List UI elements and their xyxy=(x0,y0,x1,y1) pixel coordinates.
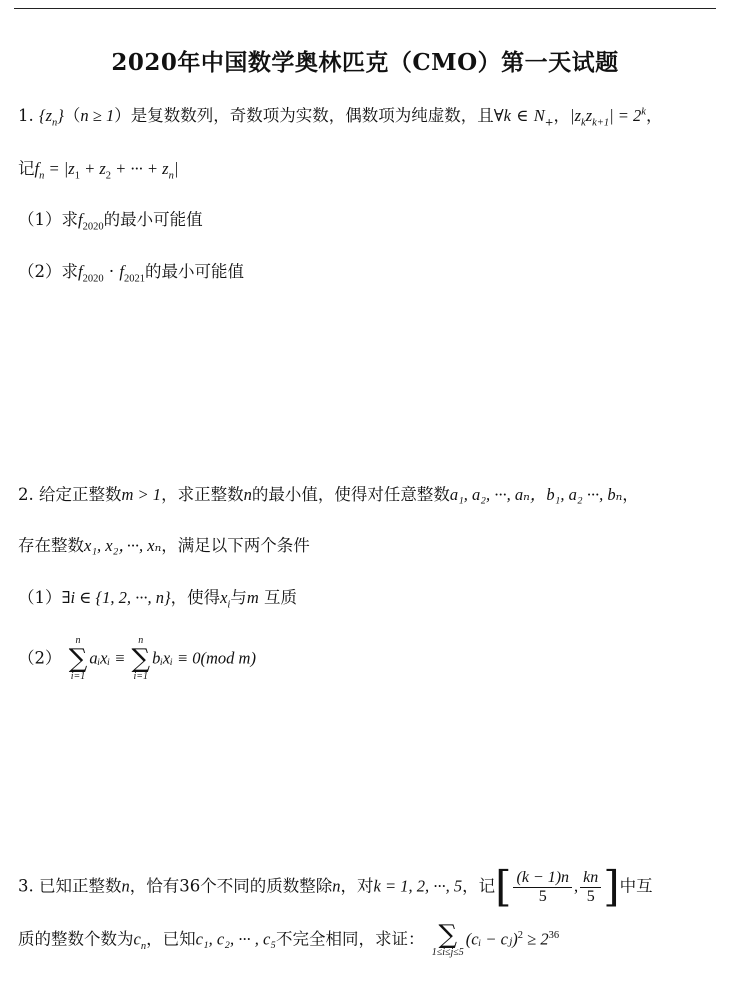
p3-sum-bottom: 1≤i≤j≤5 xyxy=(431,947,464,958)
p1-q2-f2: f xyxy=(119,262,124,281)
p2-m: m xyxy=(121,485,134,504)
p3-line1-a: 3. 已知正整数 xyxy=(18,876,122,896)
p2-equiv: ≡ xyxy=(110,648,130,668)
p1-N: N xyxy=(533,106,545,125)
problem-3-line-1: 3. 已知正整数n，恰有36个不同的质数整除n，对k = 1, 2, ···, 5，记[ $\frac{(k - 1)n}{5}$ , $\frac{kn}{5}$ ]中互 xyxy=(18,862,653,911)
p3-frac-1 xyxy=(513,869,572,906)
problem-2-condition-1 xyxy=(18,584,297,610)
p3-line2-b: ，已知 xyxy=(146,929,196,949)
p1-f-sub: n xyxy=(39,170,45,182)
p3-k-range: k = 1, 2, ···, 5 xyxy=(373,876,463,896)
problem-2-line-2 xyxy=(18,532,310,556)
p1-f: f xyxy=(34,159,40,178)
p1-q1-label: （1）求 xyxy=(18,210,78,229)
problem-1-question-2 xyxy=(18,258,244,284)
p1-abs-sup: k xyxy=(641,106,646,118)
p2-line2-b: ，满足以下两个条件 xyxy=(161,536,310,555)
p1-def-s2: 2 xyxy=(105,170,111,182)
p2-c2-end: ≡ 0(mod m) xyxy=(172,648,256,668)
p1-q2-sub2: 2021 xyxy=(123,273,145,285)
p1-q1-sub: 2020 xyxy=(82,221,104,233)
p1-q2-label: （2）求 xyxy=(18,262,78,281)
p1-def-s1: 1 xyxy=(74,170,80,182)
p3-sum-body: (cᵢ − cⱼ) xyxy=(465,929,518,949)
problem-2-line-1 xyxy=(18,481,639,505)
p2-c1-label: （1） xyxy=(18,588,62,607)
problem-1-question-1 xyxy=(18,206,203,232)
p1-q2-sub1: 2020 xyxy=(82,273,104,285)
p3-frac-2-num: kn xyxy=(580,869,601,888)
sigma-symbol: ∑ xyxy=(68,644,88,674)
p3-line1-d: ，记 xyxy=(462,876,496,896)
p1-def-end: | xyxy=(173,159,179,178)
p1-q1-f: f xyxy=(78,210,83,229)
p2-c1-x: x xyxy=(220,588,228,607)
p1-def-mid: + ··· + z xyxy=(111,159,169,178)
p1-k: k xyxy=(503,106,511,125)
p1-cond-close: ） xyxy=(114,106,131,125)
p1-seq-close: } xyxy=(57,106,64,125)
p1-abs-sub1: k xyxy=(581,117,586,129)
p1-q2-f1: f xyxy=(78,262,83,281)
problem-3-line-2 xyxy=(18,922,559,958)
right-bracket: ] xyxy=(603,862,620,911)
p2-sum-2-top: n xyxy=(138,635,144,646)
p3-c: c xyxy=(133,929,141,949)
p3-c-sub: n xyxy=(140,940,147,952)
p2-c1-m: m xyxy=(246,588,259,607)
p2-c1-i: i xyxy=(70,588,76,607)
p1-seq: {z xyxy=(39,106,53,125)
p3-line1-c: ，对 xyxy=(340,876,374,896)
p1-cond: n ≥ 1 xyxy=(80,106,115,125)
p3-frac-2 xyxy=(580,869,601,906)
p2-sum-2-body: bᵢxᵢ xyxy=(152,648,173,668)
problem-1-line-1 xyxy=(18,102,662,128)
p3-square: 2 xyxy=(517,930,524,941)
top-rule xyxy=(14,8,716,9)
p2-sum-1-body: aᵢxᵢ xyxy=(89,648,111,668)
p1-abs-eq: | = 2 xyxy=(609,106,642,125)
p2-sum-1-top: n xyxy=(75,635,81,646)
p3-line2-a: 质的整数个数为 xyxy=(18,929,134,949)
p2-gt: > 1 xyxy=(133,485,162,504)
p1-in: ∈ xyxy=(511,106,534,125)
p1-tail: ， xyxy=(645,106,663,125)
p2-c1-a: ∃ xyxy=(61,588,71,607)
p2-sum-2 xyxy=(132,636,151,682)
p2-c2-label: （2） xyxy=(18,648,62,668)
p3-n2: n xyxy=(332,876,341,896)
p1-comma: ， xyxy=(553,106,571,125)
p3-line2-c: 不完全相同，求证： xyxy=(276,929,425,949)
p1-q2-text: 的最小可能值 xyxy=(144,262,244,281)
p3-cs: c₁, c₂, ··· , c₅ xyxy=(195,929,277,949)
p3-frac-2-den: 5 xyxy=(586,887,595,905)
p2-xs: x₁, x₂，···, xₙ xyxy=(84,536,162,555)
p1-text1: 是复数数列，奇数项为实数，偶数项为纯虚数，且∀ xyxy=(130,106,504,125)
p2-c1-xs: i xyxy=(227,599,231,611)
sigma-symbol: ∑ xyxy=(438,920,458,950)
problem-1-line-2 xyxy=(18,155,178,181)
p2-n: n xyxy=(243,485,252,504)
p1-seq-sub: n xyxy=(52,117,58,129)
p3-line1-b: ，恰有36个不同的质数整除 xyxy=(129,876,333,896)
p1-N-sub: + xyxy=(544,116,554,129)
p2-sum-1-bottom: i=1 xyxy=(70,671,86,682)
p1-abs-sub2: k+1 xyxy=(592,117,610,129)
p1-def-plus: + z xyxy=(79,159,106,178)
p3-frac-1-num: (k − 1)n xyxy=(513,869,572,888)
p3-exp: 36 xyxy=(548,930,560,941)
p2-c1-c: ，使得 xyxy=(170,588,221,607)
left-bracket: [ xyxy=(495,862,512,911)
p2-c1-d: 与 xyxy=(230,588,247,607)
p3-sum xyxy=(432,922,464,958)
p2-tail: ， xyxy=(622,485,639,504)
p3-ge: ≥ 2 xyxy=(523,929,549,949)
p1-line2-text: 记 xyxy=(18,159,35,178)
p2-sum-1 xyxy=(69,636,88,682)
p3-line1-e: 中互 xyxy=(619,876,653,896)
p1-q1-text: 的最小可能值 xyxy=(103,210,203,229)
problem-1-number: 1. xyxy=(18,106,34,125)
p3-n: n xyxy=(121,876,130,896)
p1-cond-open: （ xyxy=(63,106,81,125)
p2-line1-b: ，求正整数 xyxy=(161,485,244,504)
sigma-symbol: ∑ xyxy=(131,644,151,674)
page-title: 2020年中国数学奥林匹克（CMO）第一天试题 xyxy=(111,49,619,76)
p2-c1-e: 互质 xyxy=(258,588,298,607)
p2-line2-a: 存在整数 xyxy=(18,536,84,555)
p1-abs-z: z xyxy=(585,106,593,125)
p2-line1-c: 的最小值，使得对任意整数 xyxy=(251,485,450,504)
p2-line1-a: 2. 给定正整数 xyxy=(18,485,122,504)
p2-c1-b: ∈ {1, 2, ···, n} xyxy=(75,588,171,607)
p1-q2-dot: · xyxy=(103,262,120,281)
p1-def-sn: n xyxy=(168,170,174,182)
p2-sum-2-bottom: i=1 xyxy=(133,671,149,682)
p3-frac-1-den: 5 xyxy=(538,887,547,905)
p1-def: = |z xyxy=(44,159,75,178)
p1-abs: |z xyxy=(570,106,582,125)
p2-seq: a₁, a₂, ···, aₙ，b₁, a₂ ···, bₙ xyxy=(449,485,623,504)
problem-2-condition-2 xyxy=(18,636,256,682)
